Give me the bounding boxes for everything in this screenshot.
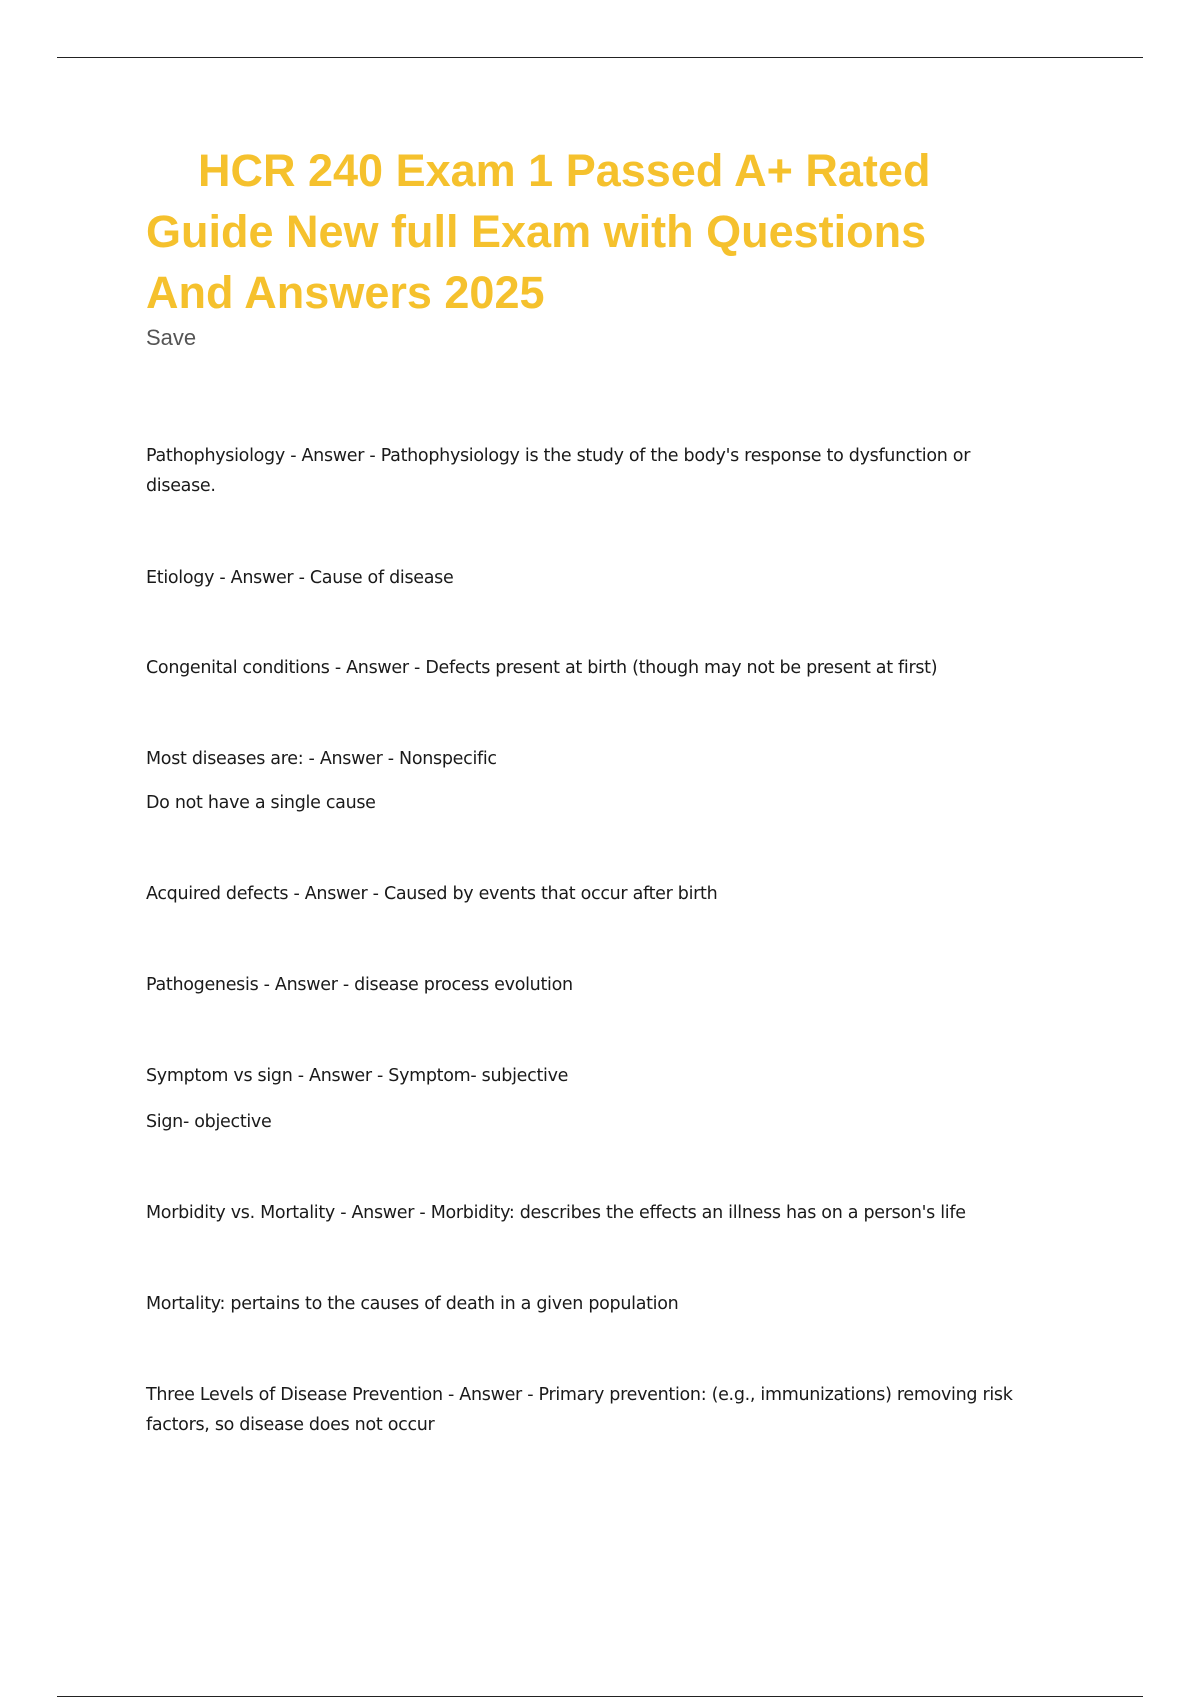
qa-entry-pathophysiology [146,441,1076,501]
qa-standalone: Mortality: pertains to the causes of death in a given population [146,1294,679,1314]
qa-separator: - Answer - [288,884,384,904]
qa-answer: Defects present at birth (though may not be present at first) [425,658,938,678]
bottom-rule [57,1696,1143,1697]
qa-answer: disease process evolution [354,975,573,995]
qa-question: Congenital conditions [146,658,330,678]
qa-answer: Primary prevention: (e.g., immunizations) removing risk [538,1385,1013,1405]
qa-entry-pathogenesis [146,970,1076,1000]
qa-separator: - Answer - [442,1385,539,1405]
title-line-1: HCR 240 Exam 1 Passed A+ Rated [198,145,931,196]
top-rule [57,57,1143,58]
qa-separator: - Answer - [214,568,310,588]
qa-answer: Cause of disease [309,568,454,588]
qa-continuation: Do not have a single cause [146,793,376,813]
qa-line [146,653,1076,683]
qa-line [146,1198,1076,1228]
qa-entry-most-diseases [146,744,1076,818]
qa-separator: - Answer - [292,1066,389,1086]
qa-entry-prevention [146,1380,1076,1440]
qa-line [146,744,1076,774]
qa-separator: - Answer - [334,1203,431,1223]
qa-line [146,879,1076,909]
qa-answer: Symptom- subjective [388,1066,569,1086]
qa-separator: - Answer - [303,749,400,769]
save-link[interactable]: Save [146,325,197,350]
qa-question: Three Levels of Disease Prevention [146,1385,443,1405]
title-line-2: Guide New full Exam with Questions [146,206,927,257]
qa-line [146,1061,1076,1091]
qa-continuation: disease. [146,476,216,496]
qa-line [146,970,1076,1000]
qa-question: Symptom vs sign [146,1066,293,1086]
qa-question: Pathogenesis [146,975,259,995]
qa-line [146,1380,1076,1410]
page-title [146,140,1046,323]
qa-entry-etiology [146,563,1076,593]
qa-answer: Nonspecific [399,749,497,769]
qa-continuation: Sign- objective [146,1112,272,1132]
qa-question: Acquired defects [146,884,289,904]
qa-answer: Morbidity: describes the effects an illness has on a person's life [430,1203,966,1223]
qa-separator: - Answer - [258,975,355,995]
mortality-definition [146,1289,1076,1319]
qa-entry-morbidity-mortality [146,1198,1076,1228]
qa-separator: - Answer - [329,658,426,678]
qa-answer: Caused by events that occur after birth [383,884,718,904]
qa-question: Pathophysiology [146,446,285,466]
title-line-3: And Answers 2025 [146,267,545,318]
qa-entry-symptom-sign [146,1061,1076,1137]
qa-question: Most diseases are: [146,749,304,769]
qa-question: Etiology [146,568,215,588]
qa-question: Morbidity vs. Mortality [146,1203,335,1223]
qa-line [146,563,1076,593]
qa-answer: Pathophysiology is the study of the body's response to dysfunction or [380,446,971,466]
qa-entry-acquired [146,879,1076,909]
qa-line [146,441,1076,471]
qa-separator: - Answer - [284,446,381,466]
qa-entry-congenital [146,653,1076,683]
qa-continuation: factors, so disease does not occur [146,1415,435,1435]
